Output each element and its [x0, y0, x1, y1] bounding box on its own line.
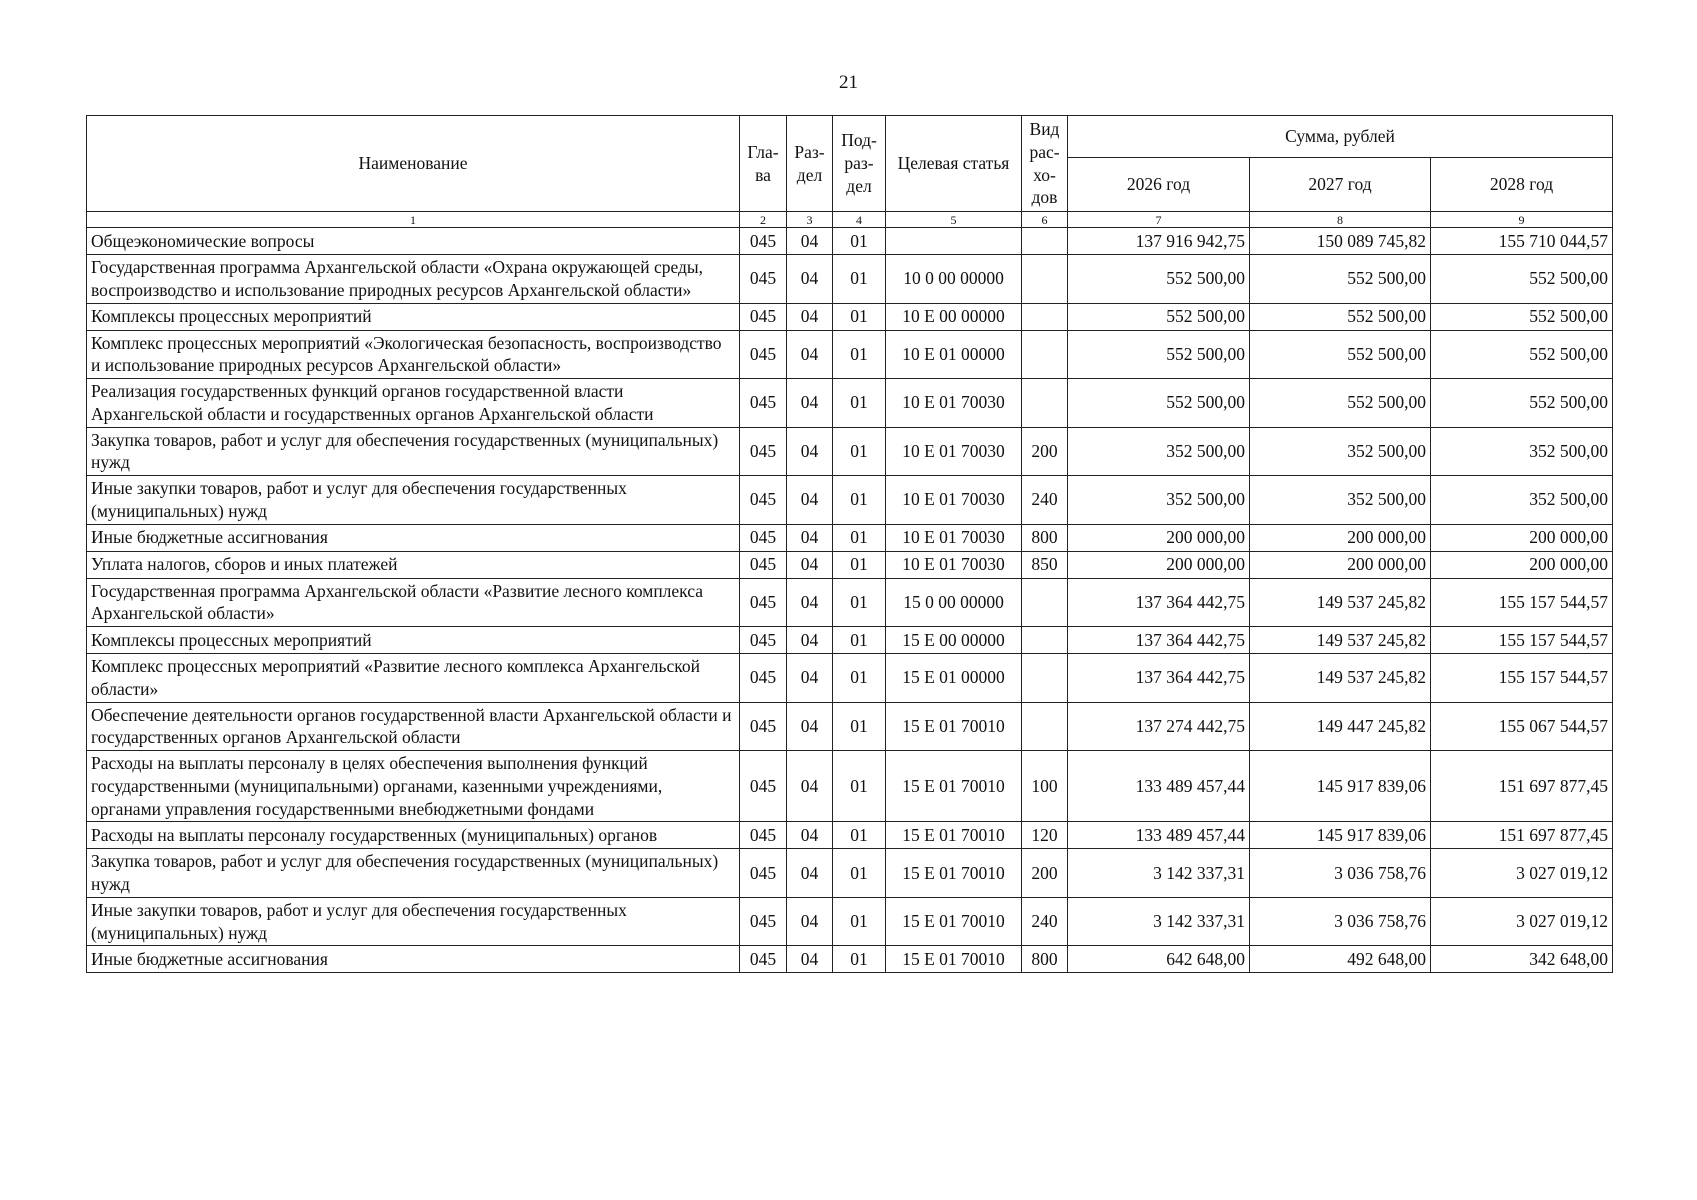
row-vid: 200 [1022, 849, 1068, 898]
row-celevaya: 15 Е 01 70010 [886, 822, 1022, 849]
row-glava: 045 [740, 702, 787, 751]
row-name: Комплекс процессных мероприятий «Экологическая безопасность, воспроизводство и использование природных ресурсов Архангельской области» [87, 330, 740, 379]
header-name: Наименование [87, 116, 740, 212]
row-amount-2027: 145 917 839,06 [1250, 751, 1431, 822]
row-razdel: 04 [787, 476, 833, 525]
row-vid: 850 [1022, 551, 1068, 578]
row-amount-2027: 150 089 745,82 [1250, 228, 1431, 255]
row-amount-2028: 155 710 044,57 [1431, 228, 1613, 255]
table-row [87, 578, 1613, 627]
row-amount-2026: 133 489 457,44 [1068, 822, 1250, 849]
header-year-2026: 2026 год [1068, 157, 1250, 211]
row-vid: 200 [1022, 427, 1068, 476]
row-podrazdel: 01 [833, 379, 886, 428]
row-podrazdel: 01 [833, 849, 886, 898]
row-vid: 800 [1022, 946, 1068, 973]
row-celevaya: 10 0 00 00000 [886, 255, 1022, 304]
row-amount-2027: 200 000,00 [1250, 524, 1431, 551]
row-name: Расходы на выплаты персоналу государственных (муниципальных) органов [87, 822, 740, 849]
row-celevaya: 10 Е 01 00000 [886, 330, 1022, 379]
table-row [87, 627, 1613, 654]
table-row [87, 228, 1613, 255]
row-name: Уплата налогов, сборов и иных платежей [87, 551, 740, 578]
row-glava: 045 [740, 551, 787, 578]
row-amount-2028: 155 157 544,57 [1431, 578, 1613, 627]
row-glava: 045 [740, 379, 787, 428]
row-podrazdel: 01 [833, 946, 886, 973]
row-amount-2028: 352 500,00 [1431, 427, 1613, 476]
row-amount-2026: 552 500,00 [1068, 330, 1250, 379]
row-razdel: 04 [787, 330, 833, 379]
row-amount-2027: 149 537 245,82 [1250, 654, 1431, 703]
row-vid [1022, 379, 1068, 428]
row-razdel: 04 [787, 524, 833, 551]
header-vid: Вид рас-хо-дов [1022, 116, 1068, 212]
header-year-2027: 2027 год [1250, 157, 1431, 211]
table-row [87, 946, 1613, 973]
row-podrazdel: 01 [833, 476, 886, 525]
row-razdel: 04 [787, 751, 833, 822]
row-vid: 120 [1022, 822, 1068, 849]
row-celevaya: 10 Е 01 70030 [886, 476, 1022, 525]
row-amount-2026: 3 142 337,31 [1068, 897, 1250, 946]
row-amount-2026: 137 274 442,75 [1068, 702, 1250, 751]
row-amount-2027: 552 500,00 [1250, 303, 1431, 330]
row-amount-2026: 352 500,00 [1068, 427, 1250, 476]
column-number: 8 [1250, 212, 1431, 228]
row-amount-2027: 492 648,00 [1250, 946, 1431, 973]
row-podrazdel: 01 [833, 654, 886, 703]
column-number: 3 [787, 212, 833, 228]
row-amount-2026: 137 364 442,75 [1068, 627, 1250, 654]
row-vid [1022, 578, 1068, 627]
row-razdel: 04 [787, 255, 833, 304]
row-glava: 045 [740, 228, 787, 255]
row-amount-2028: 200 000,00 [1431, 524, 1613, 551]
row-amount-2026: 552 500,00 [1068, 303, 1250, 330]
row-celevaya: 15 Е 01 70010 [886, 751, 1022, 822]
row-razdel: 04 [787, 702, 833, 751]
row-amount-2027: 200 000,00 [1250, 551, 1431, 578]
row-podrazdel: 01 [833, 255, 886, 304]
row-amount-2028: 552 500,00 [1431, 379, 1613, 428]
header-podrazdel: Под-раз-дел [833, 116, 886, 212]
row-amount-2026: 200 000,00 [1068, 524, 1250, 551]
row-amount-2026: 137 364 442,75 [1068, 654, 1250, 703]
row-vid [1022, 255, 1068, 304]
row-glava: 045 [740, 578, 787, 627]
row-razdel: 04 [787, 379, 833, 428]
header-summa: Сумма, рублей [1068, 116, 1613, 158]
row-name: Государственная программа Архангельской области «Охрана окружающей среды, воспроизводство и использование природных ресурсов Архангельской области» [87, 255, 740, 304]
row-celevaya: 10 Е 01 70030 [886, 379, 1022, 428]
row-name: Реализация государственных функций органов государственной власти Архангельской области и государственных органов Архангельской области [87, 379, 740, 428]
row-name: Комплекс процессных мероприятий «Развитие лесного комплекса Архангельской области» [87, 654, 740, 703]
row-amount-2026: 352 500,00 [1068, 476, 1250, 525]
row-amount-2027: 145 917 839,06 [1250, 822, 1431, 849]
row-glava: 045 [740, 822, 787, 849]
row-name: Комплексы процессных мероприятий [87, 303, 740, 330]
row-razdel: 04 [787, 551, 833, 578]
row-amount-2027: 3 036 758,76 [1250, 849, 1431, 898]
row-podrazdel: 01 [833, 524, 886, 551]
column-number: 4 [833, 212, 886, 228]
row-glava: 045 [740, 654, 787, 703]
row-glava: 045 [740, 751, 787, 822]
row-razdel: 04 [787, 578, 833, 627]
row-glava: 045 [740, 330, 787, 379]
row-razdel: 04 [787, 946, 833, 973]
row-vid [1022, 627, 1068, 654]
row-vid [1022, 330, 1068, 379]
row-amount-2028: 155 157 544,57 [1431, 627, 1613, 654]
table-row [87, 751, 1613, 822]
column-number: 6 [1022, 212, 1068, 228]
row-podrazdel: 01 [833, 330, 886, 379]
row-celevaya: 15 Е 01 00000 [886, 654, 1022, 703]
row-name: Иные бюджетные ассигнования [87, 524, 740, 551]
row-amount-2026: 552 500,00 [1068, 255, 1250, 304]
row-amount-2027: 552 500,00 [1250, 379, 1431, 428]
row-amount-2028: 151 697 877,45 [1431, 751, 1613, 822]
column-number: 9 [1431, 212, 1613, 228]
table-row [87, 379, 1613, 428]
row-celevaya: 15 Е 01 70010 [886, 702, 1022, 751]
table-row [87, 255, 1613, 304]
row-glava: 045 [740, 946, 787, 973]
row-celevaya: 10 Е 00 00000 [886, 303, 1022, 330]
row-amount-2027: 149 447 245,82 [1250, 702, 1431, 751]
header-celevaya: Целевая статья [886, 116, 1022, 212]
row-razdel: 04 [787, 228, 833, 255]
row-podrazdel: 01 [833, 228, 886, 255]
header-razdel: Раз-дел [787, 116, 833, 212]
row-amount-2028: 3 027 019,12 [1431, 897, 1613, 946]
row-amount-2027: 552 500,00 [1250, 255, 1431, 304]
row-podrazdel: 01 [833, 627, 886, 654]
row-name: Иные закупки товаров, работ и услуг для обеспечения государственных (муниципальных) нужд [87, 897, 740, 946]
row-glava: 045 [740, 303, 787, 330]
row-amount-2028: 552 500,00 [1431, 330, 1613, 379]
row-vid [1022, 228, 1068, 255]
row-podrazdel: 01 [833, 303, 886, 330]
row-podrazdel: 01 [833, 751, 886, 822]
row-name: Расходы на выплаты персоналу в целях обеспечения выполнения функций государственными (муниципальными) органами, казенными учреждениями, органами управления государственными внебюджетными фондами [87, 751, 740, 822]
table-row [87, 822, 1613, 849]
row-razdel: 04 [787, 654, 833, 703]
row-amount-2027: 352 500,00 [1250, 427, 1431, 476]
row-amount-2028: 3 027 019,12 [1431, 849, 1613, 898]
row-podrazdel: 01 [833, 578, 886, 627]
row-amount-2027: 3 036 758,76 [1250, 897, 1431, 946]
row-razdel: 04 [787, 822, 833, 849]
row-amount-2026: 133 489 457,44 [1068, 751, 1250, 822]
row-vid: 800 [1022, 524, 1068, 551]
row-amount-2028: 155 067 544,57 [1431, 702, 1613, 751]
row-name: Иные закупки товаров, работ и услуг для обеспечения государственных (муниципальных) нужд [87, 476, 740, 525]
row-razdel: 04 [787, 849, 833, 898]
row-podrazdel: 01 [833, 427, 886, 476]
row-amount-2026: 137 364 442,75 [1068, 578, 1250, 627]
row-vid: 100 [1022, 751, 1068, 822]
row-celevaya: 15 Е 01 70010 [886, 849, 1022, 898]
row-amount-2027: 149 537 245,82 [1250, 627, 1431, 654]
row-celevaya: 15 0 00 00000 [886, 578, 1022, 627]
table-row [87, 476, 1613, 525]
row-celevaya: 10 Е 01 70030 [886, 427, 1022, 476]
row-razdel: 04 [787, 427, 833, 476]
row-name: Комплексы процессных мероприятий [87, 627, 740, 654]
row-amount-2028: 151 697 877,45 [1431, 822, 1613, 849]
row-vid: 240 [1022, 897, 1068, 946]
row-podrazdel: 01 [833, 822, 886, 849]
column-number: 1 [87, 212, 740, 228]
row-amount-2026: 552 500,00 [1068, 379, 1250, 428]
row-glava: 045 [740, 476, 787, 525]
row-podrazdel: 01 [833, 897, 886, 946]
row-glava: 045 [740, 255, 787, 304]
row-name: Общеэкономические вопросы [87, 228, 740, 255]
row-glava: 045 [740, 524, 787, 551]
row-name: Закупка товаров, работ и услуг для обеспечения государственных (муниципальных) нужд [87, 427, 740, 476]
row-razdel: 04 [787, 627, 833, 654]
table-row [87, 427, 1613, 476]
header-year-2028: 2028 год [1431, 157, 1613, 211]
row-name: Государственная программа Архангельской области «Развитие лесного комплекса Архангельской области» [87, 578, 740, 627]
row-amount-2028: 155 157 544,57 [1431, 654, 1613, 703]
row-amount-2026: 3 142 337,31 [1068, 849, 1250, 898]
row-amount-2028: 342 648,00 [1431, 946, 1613, 973]
table-header [87, 116, 1613, 228]
column-numbers-row [87, 212, 1613, 228]
row-celevaya: 10 Е 01 70030 [886, 524, 1022, 551]
row-vid [1022, 702, 1068, 751]
page-number: 21 [839, 72, 858, 93]
row-glava: 045 [740, 427, 787, 476]
column-number: 2 [740, 212, 787, 228]
row-name: Иные бюджетные ассигнования [87, 946, 740, 973]
row-vid: 240 [1022, 476, 1068, 525]
table-row [87, 551, 1613, 578]
row-razdel: 04 [787, 303, 833, 330]
table-row [87, 524, 1613, 551]
table-row [87, 654, 1613, 703]
row-razdel: 04 [787, 897, 833, 946]
row-vid [1022, 303, 1068, 330]
row-amount-2027: 352 500,00 [1250, 476, 1431, 525]
row-amount-2026: 137 916 942,75 [1068, 228, 1250, 255]
row-celevaya: 10 Е 01 70030 [886, 551, 1022, 578]
row-celevaya: 15 Е 01 70010 [886, 897, 1022, 946]
row-amount-2026: 642 648,00 [1068, 946, 1250, 973]
row-celevaya: 15 Е 00 00000 [886, 627, 1022, 654]
table-row [87, 303, 1613, 330]
row-amount-2028: 552 500,00 [1431, 255, 1613, 304]
row-amount-2028: 352 500,00 [1431, 476, 1613, 525]
table-row [87, 897, 1613, 946]
column-number: 7 [1068, 212, 1250, 228]
column-number: 5 [886, 212, 1022, 228]
row-podrazdel: 01 [833, 702, 886, 751]
row-glava: 045 [740, 627, 787, 654]
row-name: Обеспечение деятельности органов государственной власти Архангельской области и государственных органов Архангельской области [87, 702, 740, 751]
table-row [87, 849, 1613, 898]
row-celevaya: 15 Е 01 70010 [886, 946, 1022, 973]
row-amount-2027: 552 500,00 [1250, 330, 1431, 379]
table-row [87, 330, 1613, 379]
row-glava: 045 [740, 849, 787, 898]
row-vid [1022, 654, 1068, 703]
table-body [87, 228, 1613, 973]
row-celevaya [886, 228, 1022, 255]
row-name: Закупка товаров, работ и услуг для обеспечения государственных (муниципальных) нужд [87, 849, 740, 898]
row-amount-2026: 200 000,00 [1068, 551, 1250, 578]
row-amount-2028: 552 500,00 [1431, 303, 1613, 330]
row-amount-2028: 200 000,00 [1431, 551, 1613, 578]
row-glava: 045 [740, 897, 787, 946]
header-glava: Гла-ва [740, 116, 787, 212]
row-podrazdel: 01 [833, 551, 886, 578]
budget-table [86, 115, 1613, 973]
table-row [87, 702, 1613, 751]
row-amount-2027: 149 537 245,82 [1250, 578, 1431, 627]
